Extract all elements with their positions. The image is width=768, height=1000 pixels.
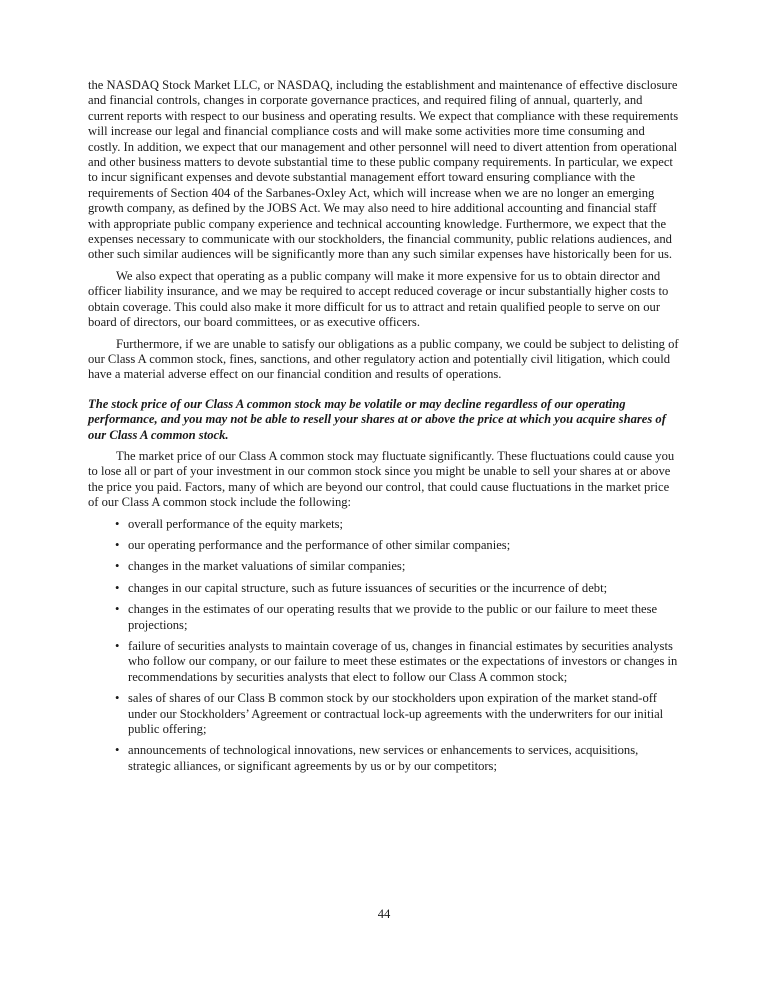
- list-item: [88, 538, 680, 553]
- list-item: [88, 743, 680, 774]
- paragraph-delisting: Furthermore, if we are unable to satisfy our obligations as a public company, we could be subject to delisting of our Class A common stock, fines, sanctions, and other regulatory action and potentially civil litigation, which could have a material adverse effect on our financial condition and results of operations.: [88, 336, 679, 382]
- bullet-icon: •: [115, 743, 120, 758]
- list-item-text: overall performance of the equity markets;: [128, 516, 344, 531]
- paragraph-insurance: We also expect that operating as a public company will make it more expensive for us to obtain director and officer liability insurance, and we may be required to accept reduced coverage or incur substantially higher costs to obtain coverage. This could also make it more difficult for us to attract and retain qualified people to serve on our board of directors, our board committees, or as executive officers.: [88, 268, 669, 330]
- list-item: [88, 691, 680, 737]
- bullet-icon: •: [115, 602, 120, 617]
- list-item: [88, 639, 680, 685]
- bullet-icon: •: [115, 580, 120, 595]
- list-item-text: changes in the estimates of our operating results that we provide to the public or our failure to meet these projections;: [128, 602, 658, 632]
- paragraph-market-price: The market price of our Class A common stock may fluctuate significantly. These fluctuations could cause you to lose all or part of your investment in our common stock since you might be unable to sell your shares at or above the price you paid. Factors, many of which are beyond our control, that could cause fluctuations in the market price of our Class A common stock include the following:: [88, 448, 675, 510]
- list-item: [88, 581, 680, 596]
- list-item: [88, 559, 680, 574]
- bullet-icon: •: [115, 537, 120, 552]
- list-item-text: our operating performance and the performance of other similar companies;: [128, 537, 511, 552]
- list-item-text: changes in the market valuations of similar companies;: [128, 559, 406, 574]
- paragraph-compliance-costs: the NASDAQ Stock Market LLC, or NASDAQ, including the establishment and maintenance of effective disclosure and financial controls, changes in corporate governance practices, and required filing of annual, quarterly, and current reports with respect to our business and operating results. We expect that compliance with these requirements will increase our legal and financial compliance costs and will make some activities more time consuming and costly. In addition, we expect that our management and other personnel will need to divert attention from operational and other business matters to devote substantial time to these public company requirements. In particular, we expect to incur significant expenses and devote substantial management effort toward ensuring compliance with the requirements of Section 404 of the Sarbanes-Oxley Act, which will increase when we are no longer an emerging growth company, as defined by the JOBS Act. We may also need to hire additional accounting and financial staff with appropriate public company experience and technical accounting knowledge. Furthermore, we expect that the expenses necessary to communicate with our stockholders, the financial community, public relations audiences, and other such similar audiences will be significantly more than any such similar expenses have historically been for us.: [88, 78, 679, 262]
- risk-factor-heading: The stock price of our Class A common stock may be volatile or may decline regardless of our operating performance, and you may not be able to resell your shares at or above the price at which you acquire shares of our Class A common stock.: [88, 396, 666, 442]
- bullet-icon: •: [115, 516, 120, 531]
- list-item-text: announcements of technological innovations, new services or enhancements to services, acquisitions, strategic alliances, or significant agreements by us or by our competitors;: [128, 743, 639, 773]
- bullet-icon: •: [115, 559, 120, 574]
- list-item-text: sales of shares of our Class B common stock by our stockholders upon expiration of the market stand-off under our Stockholders’ Agreement or contractual lock-up agreements with the underwriters for our initial public offering;: [128, 691, 664, 737]
- bullet-icon: •: [115, 691, 120, 706]
- bullet-icon: •: [115, 639, 120, 653]
- page-number: 44: [377, 907, 391, 921]
- list-item-text: failure of securities analysts to maintain coverage of us, changes in financial estimates by securities analysts who follow our company, or our failure to meet these estimates or the expectations of investors or changes in recommendations by securities analysts that elect to follow our Class A common stock;: [128, 639, 678, 684]
- list-item: [88, 517, 680, 532]
- factor-list: [88, 517, 680, 775]
- document-page: [88, 78, 680, 780]
- list-item-text: changes in our capital structure, such as future issuances of securities or the incurrence of debt;: [128, 580, 608, 595]
- list-item: [88, 602, 680, 633]
